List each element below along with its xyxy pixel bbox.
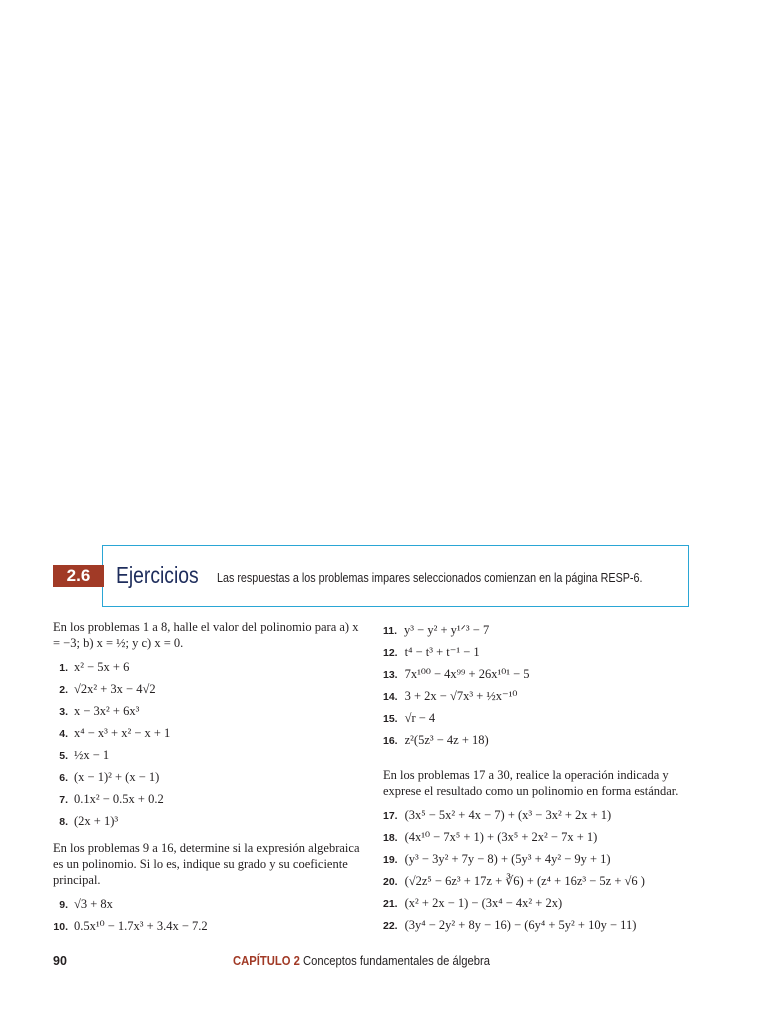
problem-17 <box>383 804 703 826</box>
problem-14 <box>383 685 703 707</box>
problems-1-8-list <box>53 656 363 832</box>
problem-expression: x − 3x² + 6x³ <box>74 704 140 718</box>
problem-expression: (4x¹⁰ − 7x⁵ + 1) + (3x⁵ + 2x² − 7x + 1) <box>404 830 598 844</box>
problem-13 <box>383 663 703 685</box>
problem-number: 17. <box>383 810 398 822</box>
problem-number: 7. <box>59 794 68 806</box>
problem-number: 4. <box>59 728 68 740</box>
problem-number: 5. <box>59 750 68 762</box>
chapter-footer <box>233 954 490 968</box>
problem-number: 10. <box>53 921 68 933</box>
problem-number: 14. <box>383 691 398 703</box>
problem-12 <box>383 641 703 663</box>
problem-number: 13. <box>383 669 398 681</box>
problem-21 <box>383 892 703 914</box>
problem-20 <box>383 870 703 892</box>
problem-expression: x² − 5x + 6 <box>74 660 130 674</box>
problem-number: 6. <box>59 772 68 784</box>
chapter-title: Conceptos fundamentales de álgebra <box>303 954 491 968</box>
problem-number: 19. <box>383 854 398 866</box>
problem-number: 21. <box>383 898 398 910</box>
problem-expression: √r − 4 <box>404 711 436 725</box>
problem-expression: 3 + 2x − √7x³ + ½x⁻¹⁰ <box>404 689 518 703</box>
problem-7 <box>53 788 363 810</box>
problem-5 <box>53 744 363 766</box>
problem-expression: (3x⁵ − 5x² + 4x − 7) + (x³ − 3x² + 2x + 1) <box>404 808 612 822</box>
problem-8 <box>53 810 363 832</box>
problem-expression: t⁴ − t³ + t⁻¹ − 1 <box>404 645 480 659</box>
problem-expression: 0.1x² − 0.5x + 0.2 <box>74 792 164 806</box>
problem-16 <box>383 729 703 751</box>
problem-expression: z²(5z³ − 4z + 18) <box>404 733 489 747</box>
right-column <box>383 619 703 936</box>
problem-expression: √2x² + 3x − 4√2 <box>74 682 156 696</box>
problem-number: 16. <box>383 735 398 747</box>
problem-number: 12. <box>383 647 398 659</box>
problem-1 <box>53 656 363 678</box>
problem-expression: 7x¹⁰⁰ − 4x⁹⁹ + 26x¹⁰¹ − 5 <box>404 667 530 681</box>
section-number: 2.6 <box>53 565 104 587</box>
problem-number: 3. <box>59 706 68 718</box>
problem-9 <box>53 893 363 915</box>
problems-17-30-intro: En los problemas 17 a 30, realice la operación indicada y exprese el resultado como un polinomio en forma estándar. <box>383 768 679 798</box>
problem-number: 15. <box>383 713 398 725</box>
problem-number: 11. <box>383 625 398 637</box>
problem-expression: (x − 1)² + (x − 1) <box>74 770 160 784</box>
problem-expression: 0.5x¹⁰ − 1.7x³ + 3.4x − 7.2 <box>74 919 208 933</box>
problem-expression: (y³ − 3y² + 7y − 8) + (5y³ + 4y² − 9y + 1) <box>404 852 611 866</box>
problem-11 <box>383 619 703 641</box>
problems-17-22-list <box>383 804 703 936</box>
section-note: Las respuestas a los problemas impares seleccionados comienzan en la página RESP-6. <box>217 571 643 585</box>
left-column <box>53 619 363 937</box>
problem-3 <box>53 700 363 722</box>
section-title: Ejercicios <box>116 562 199 588</box>
problem-expression: y³ − y² + y¹ᐟ³ − 7 <box>404 623 490 637</box>
problem-10 <box>53 915 363 937</box>
problem-number: 18. <box>383 832 398 844</box>
problem-number: 1. <box>59 662 68 674</box>
problem-expression: (2x + 1)³ <box>74 814 119 828</box>
problem-expression: (3y⁴ − 2y² + 8y − 16) − (6y⁴ + 5y² + 10y − 11) <box>404 918 637 932</box>
problem-expression: (x² + 2x − 1) − (3x⁴ − 4x² + 2x) <box>404 896 563 910</box>
problem-6 <box>53 766 363 788</box>
problem-expression: (√2z⁵ − 6z³ + 17z + ∛6) + (z⁴ + 16z³ − 5z + √6 ) <box>404 874 645 888</box>
problem-expression: x⁴ − x³ + x² − x + 1 <box>74 726 171 740</box>
problem-number: 20. <box>383 876 398 888</box>
problems-1-8-intro: En los problemas 1 a 8, halle el valor del polinomio para a) x = −3; b) x = ½; y c) x = 0. <box>53 620 359 650</box>
problem-15 <box>383 707 703 729</box>
problem-expression: ½x − 1 <box>74 748 110 762</box>
problem-number: 2. <box>59 684 68 696</box>
problem-number: 9. <box>59 899 68 911</box>
problem-4 <box>53 722 363 744</box>
problem-number: 8. <box>59 816 68 828</box>
problems-11-16-list <box>383 619 703 751</box>
problems-9-10-list <box>53 893 363 937</box>
problem-22 <box>383 914 703 936</box>
chapter-label: CAPÍTULO 2 <box>233 954 300 968</box>
page-number: 90 <box>53 954 67 968</box>
problem-19 <box>383 848 703 870</box>
problem-number: 22. <box>383 920 398 932</box>
problems-9-16-intro: En los problemas 9 a 16, determine si la expresión algebraica es un polinomio. Si lo es, indique su grado y su coeficiente principal. <box>53 841 360 887</box>
problem-2 <box>53 678 363 700</box>
problem-expression: √3 + 8x <box>74 897 113 911</box>
problem-18 <box>383 826 703 848</box>
